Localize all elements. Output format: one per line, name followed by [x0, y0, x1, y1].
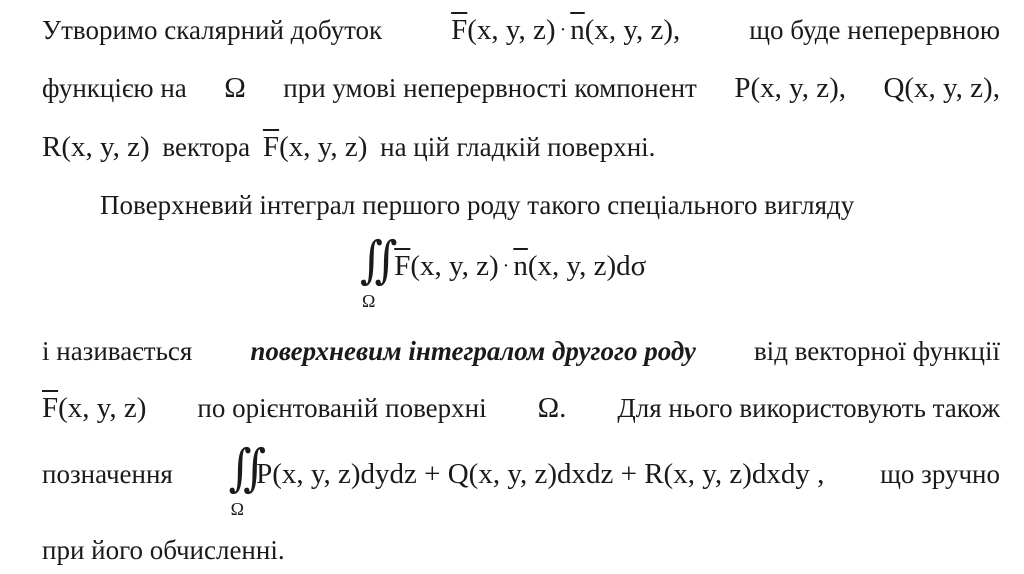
component-P: P(x, y, z), — [734, 72, 846, 104]
args-xyz: (x, y, z) — [410, 250, 499, 282]
paragraph-line-6 — [42, 390, 1000, 426]
line2-mid: при умові неперервності компонент — [283, 73, 697, 103]
args-xyz: (x, y, z) — [279, 131, 368, 163]
line7-lead: позначення — [42, 459, 173, 489]
vector-n: $\overline{n}$ — [570, 14, 585, 46]
args-xyz: (x, y, z) — [467, 14, 556, 46]
integral-formula-1 — [360, 231, 760, 311]
integral-formula-2 — [228, 439, 825, 519]
omega-symbol: Ω. — [537, 392, 567, 424]
double-integral-icon: ∬ Ω — [360, 243, 383, 284]
integral-subscript: Ω — [230, 499, 244, 519]
line5-tail: від векторної функції — [753, 336, 1000, 366]
vector-F: $\overline{F}$ — [394, 250, 411, 282]
dot-operator-icon: · — [502, 255, 510, 277]
component-R: R(x, y, z) — [42, 131, 150, 163]
line3-word: вектора — [162, 132, 251, 162]
dot-operator-icon: · — [559, 19, 567, 41]
paragraph-line-5 — [42, 333, 1000, 369]
paragraph-line-1 — [42, 12, 1000, 51]
paragraph-line-7 — [42, 439, 1000, 519]
line8-text: при його обчисленні. — [42, 535, 285, 565]
args-xyz: (x, y, z) — [58, 392, 147, 424]
component-Q: Q(x, y, z), — [883, 72, 1000, 104]
integral-expression: P(x, y, z)dydz + Q(x, y, z)dxdz + R(x, y, z)dxdy , — [256, 458, 825, 490]
paragraph-line-3 — [42, 129, 1000, 165]
vector-F: $\overline{F}$ — [42, 392, 59, 424]
formula-dot-product — [451, 12, 680, 51]
double-integral-icon: ∬ Ω — [229, 451, 252, 492]
formula-F — [42, 390, 146, 426]
line4-text: Поверхневий інтеграл першого роду такого спеціального вигляду — [100, 190, 855, 220]
line1-tail: що буде неперервною — [749, 15, 1000, 45]
paragraph-line-2 — [42, 70, 1000, 106]
line6-mid: по орієнтованій поверхні — [197, 393, 487, 423]
paragraph-line-4 — [100, 187, 1000, 223]
vector-F: $\overline{F}$ — [451, 14, 468, 46]
integrand — [394, 250, 646, 282]
paragraph-line-8 — [42, 532, 1000, 568]
line5-lead: і називається — [42, 336, 193, 366]
defined-term: поверхневим інтегралом другого роду — [250, 336, 696, 366]
line1-lead: Утворимо скалярний добуток — [42, 15, 383, 45]
vector-F: $\overline{F}$ — [262, 131, 280, 163]
line2-lead: функцією на — [42, 73, 187, 103]
args-xyz: (x, y, z), — [584, 14, 681, 46]
formula-F — [263, 131, 367, 163]
omega-symbol: Ω — [224, 72, 246, 104]
args-xyz-dsigma: (x, y, z)dσ — [527, 250, 647, 282]
line6-tail: Для нього використовують також — [617, 393, 1000, 423]
line7-tail: що зручно — [880, 459, 1000, 489]
integral-subscript: Ω — [362, 291, 376, 311]
line3-tail: на цій гладкій поверхні. — [380, 132, 656, 162]
vector-n: $\overline{n}$ — [513, 250, 528, 282]
